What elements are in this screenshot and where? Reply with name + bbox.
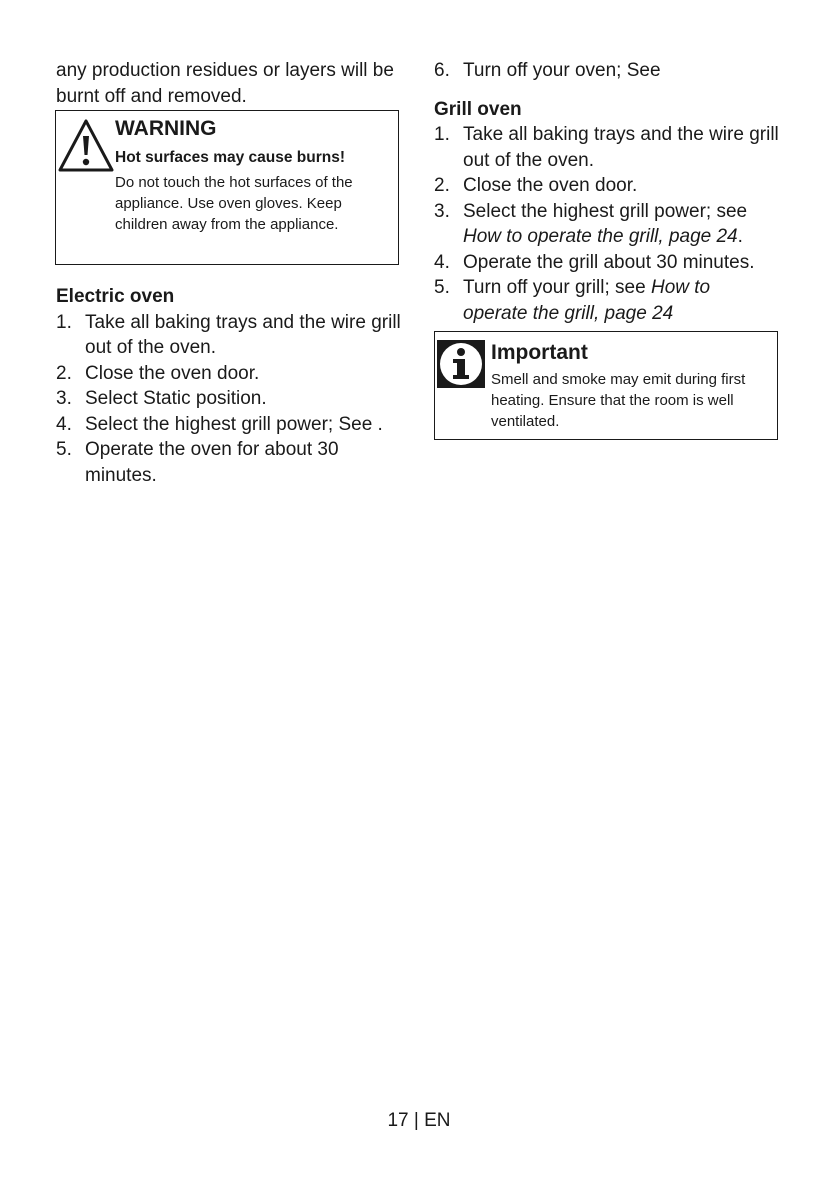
list-item: 3. Select Static position. xyxy=(56,388,267,409)
electric-oven-heading: Electric oven xyxy=(56,286,175,307)
electric-oven-section xyxy=(56,284,401,488)
list-item: 1. Take all baking trays and the wire grill out of the oven. xyxy=(56,311,401,358)
warning-body: Do not touch the hot surfaces of the appliance. Use oven gloves. Keep children away from the appliance. xyxy=(115,174,353,233)
left-column xyxy=(56,58,401,109)
list-item: 2. Close the oven door. xyxy=(434,175,638,196)
grill-oven-steps xyxy=(434,122,779,326)
important-title: Important xyxy=(491,341,588,364)
warning-box xyxy=(55,110,399,265)
warning-triangle-icon xyxy=(58,119,114,178)
warning-title: WARNING xyxy=(115,117,217,140)
list-item: 3. Select the highest grill power; see How to operate the grill, page 24. xyxy=(434,200,748,247)
important-body: Smell and smoke may emit during first heating. Ensure that the room is well ventilated. xyxy=(491,371,746,430)
list-item: 4. Select the highest grill power; See . xyxy=(56,413,383,435)
electric-oven-steps xyxy=(56,310,401,489)
cross-reference: How to operate the grill, page 24 xyxy=(463,277,711,324)
list-item: 2. Close the oven door. xyxy=(56,362,260,384)
list-item: 5. Turn off your grill; see How to operate the grill, page 24 xyxy=(434,277,711,324)
list-item: 1. Take all baking trays and the wire grill out of the oven. xyxy=(434,124,779,171)
page-number: 17 | EN xyxy=(387,1110,451,1131)
intro-text: any production residues or layers will be burnt off and removed. xyxy=(56,60,394,107)
list-item: 4. Operate the grill about 30 minutes. xyxy=(434,251,755,273)
list-item: 6. Turn off your oven; See xyxy=(434,60,661,81)
warning-subtitle: Hot surfaces may cause burns! xyxy=(115,149,346,166)
list-item: 5. Operate the oven for about 30 minutes. xyxy=(56,439,339,486)
cross-reference: How to operate the grill, page 24 xyxy=(463,226,738,247)
important-box xyxy=(434,331,778,440)
info-icon xyxy=(437,340,485,393)
grill-oven-heading: Grill oven xyxy=(434,98,522,120)
right-column xyxy=(434,58,779,326)
